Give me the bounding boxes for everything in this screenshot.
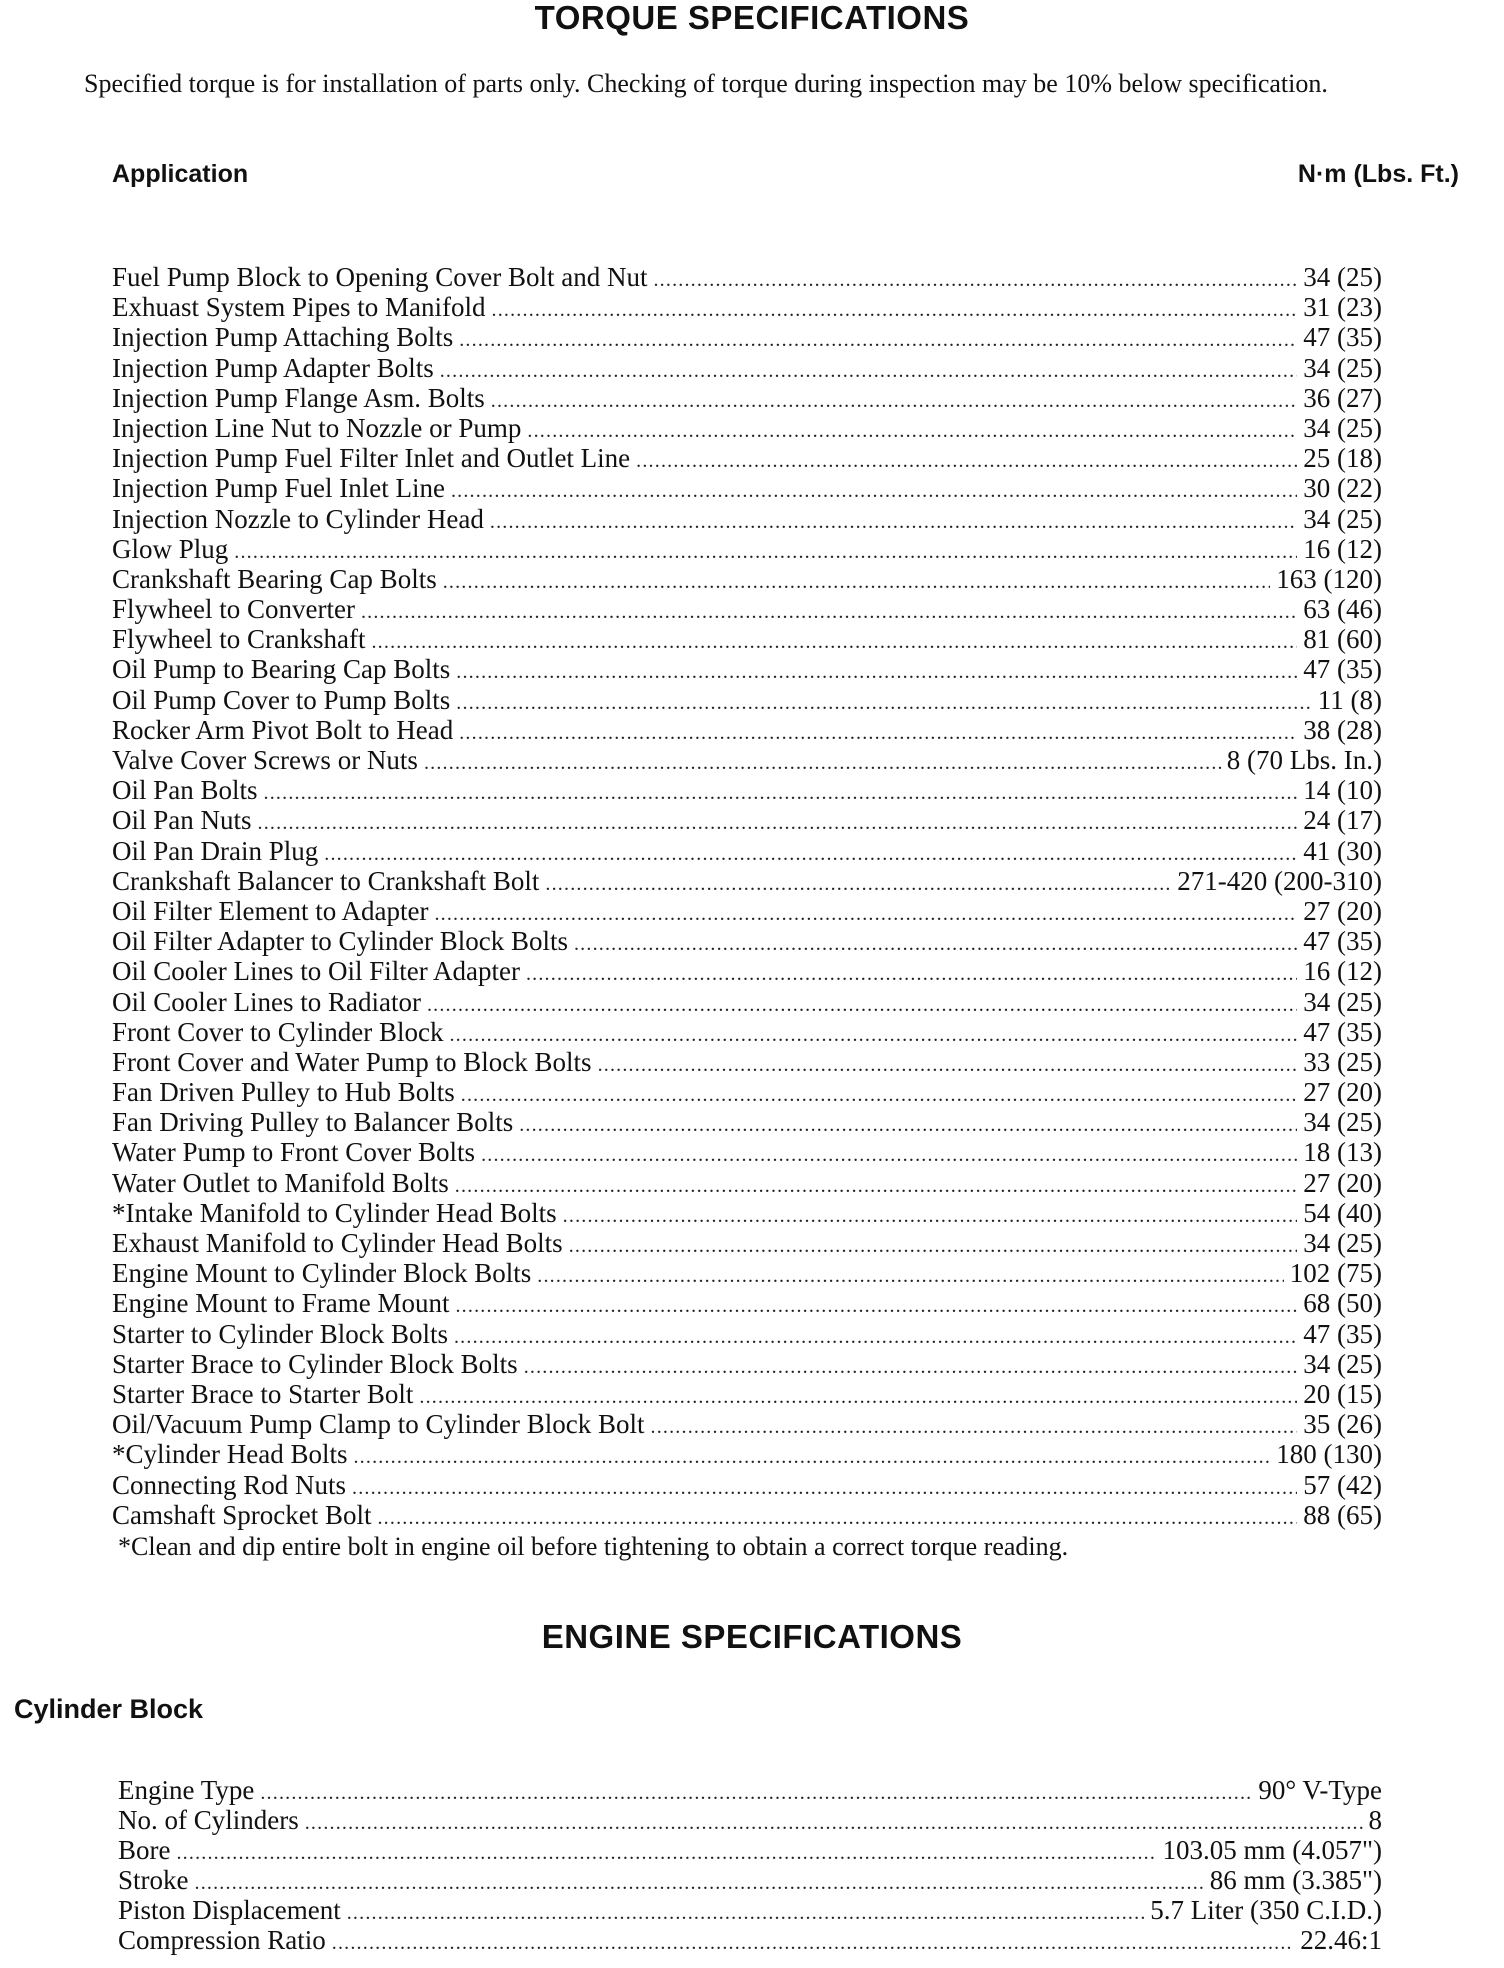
spec-row bbox=[112, 836, 1382, 866]
spec-label: Valve Cover Screws or Nuts bbox=[112, 745, 418, 775]
dot-leader bbox=[353, 1442, 1270, 1472]
torque-spec-list bbox=[112, 262, 1382, 1530]
dot-leader bbox=[526, 959, 1297, 989]
spec-row bbox=[112, 594, 1382, 624]
spec-label: Engine Mount to Frame Mount bbox=[112, 1288, 450, 1319]
spec-row bbox=[112, 504, 1382, 534]
spec-label: Oil Pan Drain Plug bbox=[112, 835, 319, 866]
spec-value: 35 (26) bbox=[1303, 1409, 1382, 1440]
spec-row bbox=[112, 383, 1382, 413]
spec-label: Glow Plug bbox=[112, 533, 229, 564]
spec-row bbox=[112, 292, 1382, 322]
spec-row bbox=[112, 1379, 1382, 1409]
spec-row bbox=[112, 1409, 1382, 1439]
spec-label: Crankshaft Bearing Cap Bolts bbox=[112, 563, 437, 594]
spec-value: 47 (35) bbox=[1303, 926, 1382, 957]
dot-leader bbox=[636, 446, 1297, 476]
spec-row bbox=[112, 1198, 1382, 1228]
spec-value: 34 (25) bbox=[1303, 1107, 1382, 1138]
spec-label: Front Cover to Cylinder Block bbox=[112, 1016, 444, 1047]
dot-leader bbox=[569, 1231, 1298, 1261]
spec-row bbox=[112, 1047, 1382, 1077]
spec-label: Engine Type bbox=[118, 1775, 255, 1805]
dot-leader bbox=[451, 476, 1297, 506]
spec-value: 27 (20) bbox=[1303, 895, 1382, 926]
spec-row bbox=[112, 624, 1382, 654]
spec-row bbox=[112, 926, 1382, 956]
spec-value: 25 (18) bbox=[1303, 443, 1382, 474]
spec-value: 36 (27) bbox=[1303, 382, 1382, 413]
dot-leader bbox=[195, 1868, 1204, 1898]
spec-value: 34 (25) bbox=[1303, 262, 1382, 292]
spec-label: Oil Pan Nuts bbox=[112, 805, 252, 836]
spec-value: 8 bbox=[1368, 1805, 1382, 1835]
dot-leader bbox=[440, 356, 1298, 386]
spec-value: 20 (15) bbox=[1303, 1378, 1382, 1409]
dot-leader bbox=[563, 1201, 1298, 1231]
dot-leader bbox=[491, 386, 1298, 416]
spec-label: Starter Brace to Cylinder Block Bolts bbox=[112, 1348, 518, 1379]
spec-label: Stroke bbox=[118, 1865, 189, 1895]
spec-row bbox=[112, 534, 1382, 564]
spec-label: Engine Mount to Cylinder Block Bolts bbox=[112, 1258, 532, 1289]
dot-leader bbox=[651, 1412, 1298, 1442]
spec-label: Exhaust Manifold to Cylinder Head Bolts bbox=[112, 1228, 563, 1258]
dot-leader bbox=[347, 1898, 1145, 1928]
spec-row bbox=[112, 956, 1382, 986]
spec-row bbox=[112, 1168, 1382, 1198]
spec-label: Oil Pump Cover to Pump Bolts bbox=[112, 684, 451, 715]
spec-label: Starter Brace to Starter Bolt bbox=[112, 1378, 414, 1409]
spec-value: 5.7 Liter (350 C.I.D.) bbox=[1150, 1895, 1382, 1925]
spec-label: Oil Pump to Bearing Cap Bolts bbox=[112, 654, 451, 685]
spec-value: 47 (35) bbox=[1303, 1016, 1382, 1047]
torque-specifications-title: TORQUE SPECIFICATIONS bbox=[534, 0, 970, 36]
spec-row bbox=[112, 413, 1382, 443]
spec-row bbox=[118, 1925, 1382, 1955]
column-header-application: Application bbox=[112, 160, 249, 188]
spec-label: Water Pump to Front Cover Bolts bbox=[112, 1137, 476, 1168]
spec-label: *Intake Manifold to Cylinder Head Bolts bbox=[112, 1197, 557, 1228]
spec-value: 68 (50) bbox=[1303, 1288, 1382, 1319]
spec-row bbox=[112, 1319, 1382, 1349]
spec-label: Oil Pan Bolts bbox=[112, 775, 258, 806]
dot-leader bbox=[481, 1140, 1297, 1170]
spec-row bbox=[118, 1865, 1382, 1895]
spec-value: 34 (25) bbox=[1303, 503, 1382, 534]
spec-row bbox=[112, 443, 1382, 473]
spec-row bbox=[112, 1258, 1382, 1288]
spec-value: 180 (130) bbox=[1276, 1439, 1382, 1470]
engine-specifications-title: ENGINE SPECIFICATIONS bbox=[541, 1618, 963, 1655]
dot-leader bbox=[653, 265, 1297, 295]
spec-value: 271-420 (200-310) bbox=[1177, 865, 1382, 896]
spec-value: 34 (25) bbox=[1303, 1228, 1382, 1258]
spec-label: Crankshaft Balancer to Crankshaft Bolt bbox=[112, 865, 540, 896]
dot-leader bbox=[371, 627, 1297, 657]
dot-leader bbox=[234, 537, 1297, 567]
dot-leader bbox=[419, 1382, 1297, 1412]
spec-label: Injection Pump Fuel Filter Inlet and Outlet Line bbox=[112, 443, 631, 474]
dot-leader bbox=[574, 929, 1297, 959]
spec-label: Oil Filter Element to Adapter bbox=[112, 895, 429, 926]
dot-leader bbox=[427, 990, 1297, 1020]
spec-value: 163 (120) bbox=[1276, 563, 1382, 594]
dot-leader bbox=[260, 1778, 1252, 1808]
spec-label: Exhuast System Pipes to Manifold bbox=[112, 292, 486, 323]
spec-row bbox=[112, 1349, 1382, 1379]
spec-row bbox=[118, 1835, 1382, 1865]
spec-row bbox=[112, 775, 1382, 805]
spec-label: Injection Nozzle to Cylinder Head bbox=[112, 503, 484, 534]
cylinder-block-heading: Cylinder Block bbox=[14, 1694, 204, 1724]
spec-row bbox=[112, 564, 1382, 594]
spec-row bbox=[118, 1775, 1382, 1805]
spec-label: Water Outlet to Manifold Bolts bbox=[112, 1167, 449, 1198]
spec-value: 34 (25) bbox=[1303, 412, 1382, 443]
dot-leader bbox=[461, 1080, 1298, 1110]
spec-label: Rocker Arm Pivot Bolt to Head bbox=[112, 714, 454, 745]
spec-value: 38 (28) bbox=[1303, 714, 1382, 745]
spec-value: 47 (35) bbox=[1303, 322, 1382, 353]
spec-label: Injection Pump Adapter Bolts bbox=[112, 352, 434, 383]
spec-value: 41 (30) bbox=[1303, 835, 1382, 866]
spec-value: 14 (10) bbox=[1303, 775, 1382, 806]
spec-label: Fuel Pump Block to Opening Cover Bolt and Nut bbox=[112, 262, 648, 292]
dot-leader bbox=[598, 1050, 1298, 1080]
spec-row bbox=[112, 896, 1382, 926]
spec-label: Fan Driving Pulley to Balancer Bolts bbox=[112, 1107, 514, 1138]
spec-value: 57 (42) bbox=[1303, 1469, 1382, 1500]
spec-value: 16 (12) bbox=[1303, 956, 1382, 987]
dot-leader bbox=[455, 1171, 1297, 1201]
spec-value: 102 (75) bbox=[1289, 1258, 1382, 1289]
spec-label: Oil Cooler Lines to Radiator bbox=[112, 986, 421, 1017]
torque-footnote: *Clean and dip entire bolt in engine oil before tightening to obtain a correct torque reading. bbox=[118, 1532, 1069, 1561]
dot-leader bbox=[377, 1503, 1297, 1533]
cylinder-block-spec-list bbox=[118, 1775, 1382, 1955]
spec-value: 86 mm (3.385") bbox=[1209, 1865, 1382, 1895]
spec-row bbox=[112, 654, 1382, 684]
spec-label: Starter to Cylinder Block Bolts bbox=[112, 1318, 448, 1349]
spec-row bbox=[118, 1895, 1382, 1925]
dot-leader bbox=[459, 325, 1297, 355]
dot-leader bbox=[443, 567, 1271, 597]
spec-value: 8 (70 Lbs. In.) bbox=[1226, 745, 1382, 775]
spec-value: 103.05 mm (4.057") bbox=[1162, 1835, 1382, 1865]
dot-leader bbox=[456, 657, 1297, 687]
dot-leader bbox=[490, 507, 1297, 537]
spec-row bbox=[112, 866, 1382, 896]
spec-value: 88 (65) bbox=[1303, 1499, 1382, 1530]
spec-row bbox=[112, 1017, 1382, 1047]
spec-label: Camshaft Sprocket Bolt bbox=[112, 1499, 372, 1530]
spec-row bbox=[118, 1805, 1382, 1835]
spec-value: 81 (60) bbox=[1303, 624, 1382, 655]
dot-leader bbox=[332, 1928, 1294, 1958]
dot-leader bbox=[305, 1808, 1363, 1838]
dot-leader bbox=[258, 808, 1298, 838]
spec-label: Oil/Vacuum Pump Clamp to Cylinder Block Bolt bbox=[112, 1409, 645, 1440]
spec-value: 30 (22) bbox=[1303, 473, 1382, 504]
spec-label: Injection Pump Attaching Bolts bbox=[112, 322, 454, 353]
dot-leader bbox=[454, 1322, 1297, 1352]
spec-row bbox=[112, 1500, 1382, 1530]
spec-row bbox=[112, 262, 1382, 292]
spec-value: 63 (46) bbox=[1303, 594, 1382, 625]
dot-leader bbox=[459, 718, 1297, 748]
spec-label: Injection Pump Flange Asm. Bolts bbox=[112, 382, 485, 413]
torque-intro-text: Specified torque is for installation of parts only. Checking of torque during inspection may be 10% below specification. bbox=[84, 69, 1328, 98]
spec-label: Injection Pump Fuel Inlet Line bbox=[112, 473, 445, 504]
spec-row bbox=[112, 745, 1382, 775]
spec-row bbox=[112, 1077, 1382, 1107]
spec-row bbox=[112, 987, 1382, 1017]
dot-leader bbox=[434, 899, 1297, 929]
spec-value: 27 (20) bbox=[1303, 1167, 1382, 1198]
dot-leader bbox=[352, 1473, 1297, 1503]
spec-row bbox=[112, 1439, 1382, 1469]
spec-row bbox=[112, 1288, 1382, 1318]
dot-leader bbox=[264, 778, 1298, 808]
spec-label: Injection Line Nut to Nozzle or Pump bbox=[112, 412, 522, 443]
dot-leader bbox=[492, 295, 1298, 325]
spec-label: Connecting Rod Nuts bbox=[112, 1469, 346, 1500]
dot-leader bbox=[524, 1352, 1298, 1382]
dot-leader bbox=[455, 1291, 1297, 1321]
dot-leader bbox=[176, 1838, 1156, 1868]
column-header-units: N·m (Lbs. Ft.) bbox=[1297, 160, 1459, 188]
dot-leader bbox=[545, 869, 1171, 899]
spec-value: 34 (25) bbox=[1303, 986, 1382, 1017]
spec-label: Front Cover and Water Pump to Block Bolts bbox=[112, 1046, 592, 1077]
spec-label: Oil Filter Adapter to Cylinder Block Bolts bbox=[112, 926, 568, 957]
spec-row bbox=[112, 685, 1382, 715]
spec-value: 34 (25) bbox=[1303, 352, 1382, 383]
spec-value: 31 (23) bbox=[1303, 292, 1382, 323]
spec-label: No. of Cylinders bbox=[118, 1805, 299, 1835]
spec-value: 24 (17) bbox=[1303, 805, 1382, 836]
spec-row bbox=[112, 1228, 1382, 1258]
spec-label: Fan Driven Pulley to Hub Bolts bbox=[112, 1077, 455, 1108]
dot-leader bbox=[424, 748, 1221, 778]
spec-row bbox=[112, 805, 1382, 835]
spec-label: Oil Cooler Lines to Oil Filter Adapter bbox=[112, 956, 520, 987]
spec-row bbox=[112, 715, 1382, 745]
spec-row bbox=[112, 322, 1382, 352]
dot-leader bbox=[449, 1020, 1297, 1050]
spec-value: 47 (35) bbox=[1303, 1318, 1382, 1349]
dot-leader bbox=[527, 416, 1297, 446]
spec-value: 90° V-Type bbox=[1258, 1775, 1382, 1805]
dot-leader bbox=[519, 1110, 1297, 1140]
spec-label: *Cylinder Head Bolts bbox=[112, 1439, 348, 1470]
spec-row bbox=[112, 353, 1382, 383]
spec-label: Piston Displacement bbox=[118, 1895, 341, 1925]
spec-label: Flywheel to Crankshaft bbox=[112, 624, 366, 655]
dot-leader bbox=[537, 1261, 1284, 1291]
spec-value: 54 (40) bbox=[1303, 1197, 1382, 1228]
spec-row bbox=[112, 1107, 1382, 1137]
spec-label: Flywheel to Converter bbox=[112, 594, 355, 625]
spec-row bbox=[112, 1137, 1382, 1167]
spec-value: 11 (8) bbox=[1317, 684, 1382, 715]
spec-value: 33 (25) bbox=[1303, 1046, 1382, 1077]
dot-leader bbox=[361, 597, 1297, 627]
spec-value: 47 (35) bbox=[1303, 654, 1382, 685]
spec-value: 27 (20) bbox=[1303, 1077, 1382, 1108]
spec-value: 16 (12) bbox=[1303, 533, 1382, 564]
dot-leader bbox=[324, 839, 1297, 869]
spec-value: 34 (25) bbox=[1303, 1348, 1382, 1379]
spec-label: Compression Ratio bbox=[118, 1925, 326, 1955]
spec-row bbox=[112, 1470, 1382, 1500]
spec-value: 18 (13) bbox=[1303, 1137, 1382, 1168]
spec-label: Bore bbox=[118, 1835, 171, 1865]
spec-row bbox=[112, 473, 1382, 503]
spec-value: 22.46:1 bbox=[1300, 1925, 1382, 1955]
dot-leader bbox=[456, 688, 1311, 718]
